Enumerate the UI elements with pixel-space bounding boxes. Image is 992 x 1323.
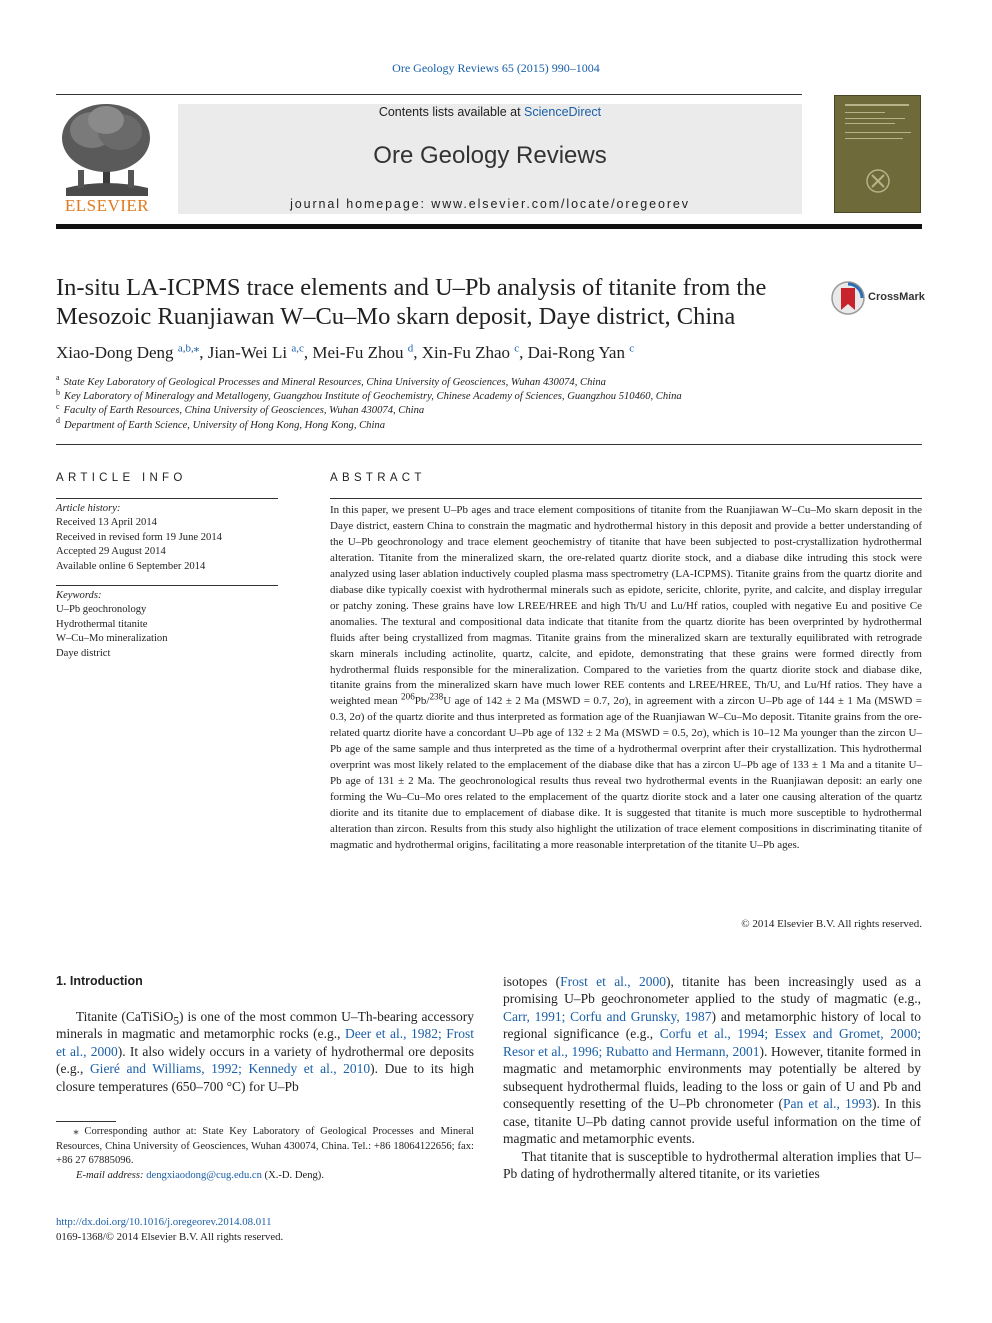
journal-citation[interactable]: Ore Geology Reviews 65 (2015) 990–1004 — [392, 61, 600, 75]
author-affil-sup[interactable]: c — [629, 342, 635, 355]
header-thick-rule — [56, 224, 922, 229]
footnote-rule — [56, 1121, 116, 1122]
author-affil-sup[interactable]: d — [407, 342, 414, 355]
cover-emblem-icon — [865, 168, 891, 194]
history-item: Received 13 April 2014 — [56, 517, 157, 529]
affiliation: $^d$ Department of Earth Science, University of Hong Kong, Hong Kong, China — [56, 416, 386, 431]
journal-cover-thumbnail[interactable] — [834, 95, 921, 213]
history-item: Received in revised form 19 June 2014 — [56, 531, 222, 543]
article-info-rule — [56, 498, 278, 499]
keyword: Hydrothermal titanite — [56, 618, 148, 630]
citation-link[interactable]: Corfu et al., 1994; Essex and Gromet, 2000; Resor et al., 1996; Rubatto and Hermann, 2001 — [503, 1026, 921, 1059]
author-affil-sup[interactable]: c — [514, 342, 520, 355]
keywords: Keywords: U–Pb geochronology Hydrothermal titanite W–Cu–Mo mineralization Daye district — [56, 589, 281, 661]
author-name: Dai-Rong Yan — [527, 343, 625, 362]
journal-homepage[interactable]: journal homepage: www.elsevier.com/locate/oregeorev — [290, 197, 690, 211]
body-text-left: Titanite (CaTiSiO$_5$) is one of the most common U–Th-bearing accessory minerals in magmatic and metamorphic rocks (e.g., Deer et al., 1982; Frost et al., 2000). It also widely occurs in a variety of hydrothermal ore deposits (e.g., Gieré and Williams, 1992; Kennedy et al., 2010). Due to its high closure temperatures (650–700 °C) for U–Pb — [56, 1009, 474, 1094]
crossmark-icon — [830, 280, 866, 316]
citation-link[interactable]: Carr, 1991; Corfu and Grunsky, 1987 — [503, 1008, 712, 1024]
keyword: U–Pb geochronology — [56, 604, 147, 616]
citation-link[interactable]: Frost et al., 2000 — [560, 974, 666, 989]
section-rule — [56, 444, 922, 445]
citation-link[interactable]: Deer et al., 1982; Frost et al., 2000 — [56, 1026, 474, 1059]
author-affil-sup[interactable]: a,c — [291, 342, 304, 355]
author-name: Mei-Fu Zhou — [312, 343, 404, 362]
doi-footer: http://dx.doi.org/10.1016/j.oregeorev.2014.08.011 0169-1368/© 2014 Elsevier B.V. All rights reserved. — [56, 1216, 284, 1243]
article-history: Article history: Received 13 April 2014 Received in revised form 19 June 2014 Accepted 29 August 2014 Available online 6 September 2014 — [56, 502, 281, 574]
doi-link[interactable]: http://dx.doi.org/10.1016/j.oregeorev.2014.08.011 — [56, 1216, 272, 1228]
journal-name: Ore Geology Reviews — [373, 142, 607, 169]
abstract-copyright: © 2014 Elsevier B.V. All rights reserved. — [741, 918, 922, 930]
keywords-rule — [56, 585, 278, 586]
crossmark-badge[interactable]: CrossMark — [830, 280, 922, 316]
article-info-label: ARTICLE INFO — [56, 472, 187, 484]
abstract-rule — [330, 498, 922, 499]
affiliation: $^c$ Faculty of Earth Resources, China University of Geosciences, Wuhan 430074, China — [56, 401, 425, 417]
abstract-text: In this paper, we present U–Pb ages and trace element compositions of titanite from the Ruanjiawan W–Cu–Mo skarn deposit in the Daye district, eastern China to constrain the magmatic and hydrothermal history in this deposit and provide a better understanding of the U–Pb geochronology and trace element geochemistry of titanite that have been subjected to post-crystallization hydrothermal alteration. Titanite from the mineralized skarn, the ore-related quartz diorite stock, and a diabase dike intruding this stock were analyzed using laser ablation inductively coupled plasma mass spectrometry (LA-ICPMS). Titanite grains from the quartz diorite and diabase dike typically coexist with hydrothermal minerals such as epidote, sericite, chlorite, pyrite, and calcite, and display irregular or patchy zoning. These grains have low LREE/HREE and high Th/U and Lu/Hf ratios, coupled with negative Eu and positive Ce anomalies. The textural and compositional data indicate that titanite from the quartz diorite has been overprinted by hydrothermal fluids after being crystallized from magmas. Titanite grains from the mineralized skarn are texturally equilibrated with retrograde skarn minerals including actinolite, quartz, calcite, and epidote, demonstrating that these grains were formed directly from hydrothermal fluids responsible for the mineralization. Compared to the varieties from the quartz diorite stock and diabase dike, titanite grains from the mineralized skarn have much lower REE contents and LREE/HREE, Th/U, and Lu/Hf ratios. They have a weighted mean $^{206}$Pb/$^{238}$U age of 142 ± 2 Ma (MSWD = 0.7, 2σ), in agreement with a zircon U–Pb age of 144 ± 1 Ma (MSWD = 0.3, 2σ) of the quartz diorite and thus interpreted as formation age of the Ruanjiawan W–Cu–Mo deposit. Titanite grains from the ore-related quartz diorite have a concordant U–Pb age of 132 ± 2 Ma (MSWD = 0.5, 2σ), which is 10–12 Ma younger than the zircon U–Pb age of the same sample and thus interpreted as the time of a hydrothermal overprint after their crystallization. This hydrothermal overprint was most likely related to the emplacement of the diabase dike that has a zircon U–Pb age of 133 ± 1 Ma and a titanite U–Pb age of 131 ± 2 Ma. The geochronological results thus reveal two hydrothermal events in the Ruanjiawan deposit: an early one forming the Wu–Cu–Mo ores related to the emplacement of the quartz diorite stock and a later one causing alteration of the quartz diorite and its titanite due to emplacement of diabase dike. It is suggested that titanite is much more susceptible to hydrothermal alteration than zircon. Results from this study also highlight the utilization of trace element compositions in discriminating titanite of magmatic and hydrothermal origins, facilitating a more reasonable interpretation of the titanite U–Pb ages. — [330, 504, 922, 852]
history-item: Accepted 29 August 2014 — [56, 546, 166, 558]
elsevier-wordmark: ELSEVIER — [64, 196, 150, 215]
email-link[interactable]: dengxiaodong@cug.edu.cn — [146, 1169, 262, 1181]
history-item: Available online 6 September 2014 — [56, 560, 206, 572]
affiliation: $^b$ Key Laboratory of Mineralogy and Metallogeny, Guangzhou Institute of Geochemistry, Chinese Academy of Sciences, Guangzhou 510460, China — [56, 387, 682, 403]
citation-link[interactable]: Gieré and Williams, 1992; Kennedy et al., 2010 — [89, 1061, 371, 1077]
abstract-label: ABSTRACT — [330, 472, 426, 484]
section-heading: 1. Introduction — [56, 974, 143, 988]
corresponding-footnote: ⁎ Corresponding author at: State Key Laboratory of Geological Processes and Mineral Resources, China University of Geosciences, Wuhan 430074, China. Tel.: +86 18064122656; fax: +86 27 67885096. E-mail address: dengxiaodong@cug.edu.cn (X.-D. Deng). — [56, 1126, 474, 1181]
contents-line: Contents lists available at ScienceDirect — [378, 105, 602, 119]
article-title: In-situ LA-ICPMS trace elements and U–Pb analysis of titanite from the Mesozoic Ruanjiawan W–Cu–Mo skarn deposit, Daye district, China — [56, 274, 767, 330]
body-text-right: isotopes (Frost et al., 2000), titanite has been increasingly used as a promising U–Pb geochronometer applied to the study of magmatic (e.g., Carr, 1991; Corfu and Grunsky, 1987) and metamorphic history of local to regional significance (e.g., Corfu et al., 1994; Essex and Gromet, 2000; Resor et al., 1996; Rubatto and Hermann, 2001). However, titanite formed in magmatic and metamorphic environments may potentially be altered by subsequent hydrothermal fluids, leading to the loss or gain of U and Pb and consequently resetting of the U–Pb chronometer (Pan et al., 1993). In this case, titanite U–Pb dating cannot provide useful information on the time of magmatic and metamorphic events. That titanite that is susceptible to hydrothermal alteration implies that U–Pb dating of hydrothermally altered titanite, or its varieties — [503, 974, 922, 1181]
author-list: Xiao-Dong Deng $^{a,b,⁎}$, Jian-Wei Li $^{a,c}$, Mei-Fu Zhou $^d$, Xin-Fu Zhao $^c$, Dai-Rong Yan $^c$ — [56, 342, 635, 362]
keyword: W–Cu–Mo mineralization — [56, 633, 168, 645]
affiliation: $^a$ State Key Laboratory of Geological Processes and Mineral Resources, China University of Geosciences, Wuhan 430074, China — [56, 373, 606, 388]
header-rule — [56, 94, 802, 95]
keyword: Daye district — [56, 647, 111, 659]
sciencedirect-link[interactable]: ScienceDirect — [524, 105, 602, 119]
author-name: Xiao-Dong Deng — [56, 343, 174, 362]
author-affil-sup[interactable]: a,b,⁎ — [177, 342, 200, 355]
citation-link[interactable]: Pan et al., 1993 — [782, 1096, 872, 1112]
author-name: Jian-Wei Li — [207, 343, 288, 362]
affiliations — [56, 373, 926, 433]
author-name: Xin-Fu Zhao — [421, 343, 511, 362]
